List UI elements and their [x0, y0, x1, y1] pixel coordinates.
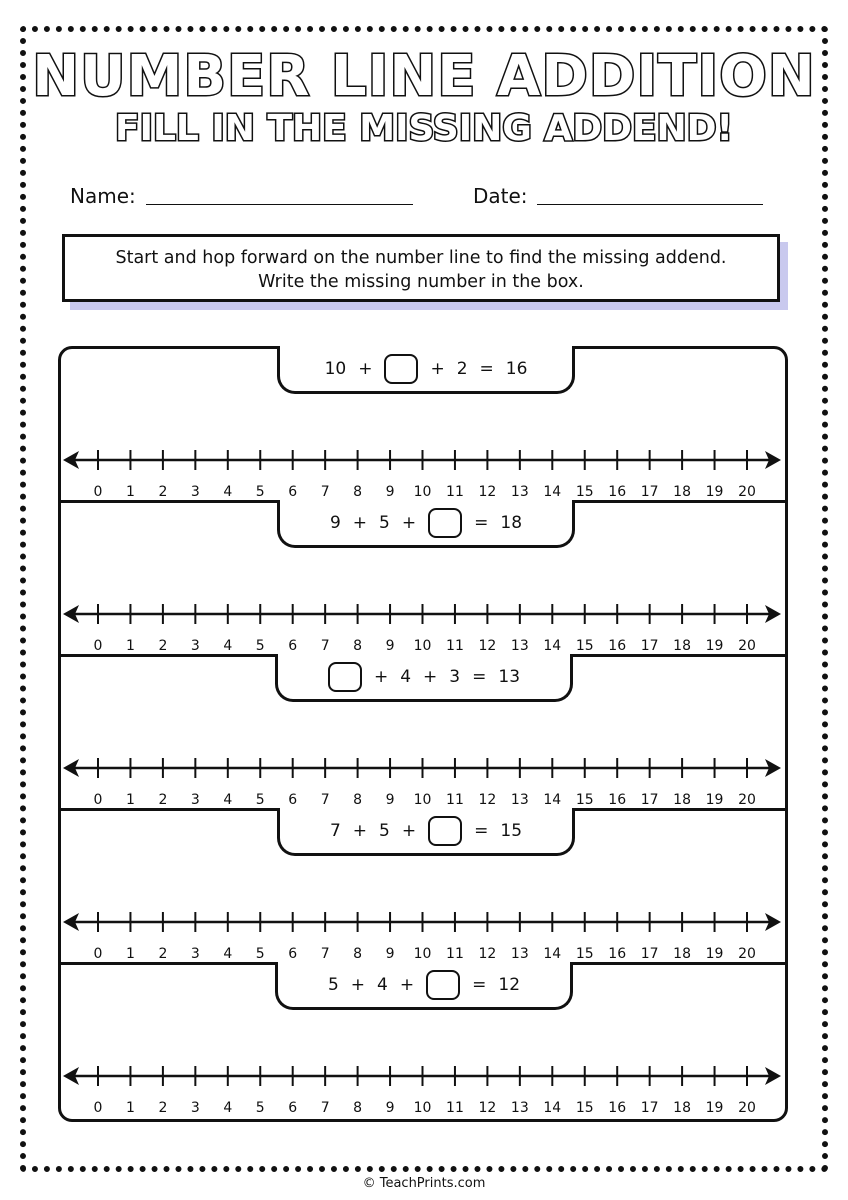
tick-label: 9 — [385, 946, 395, 959]
plus-sign: + — [373, 666, 389, 687]
equation-tab — [277, 808, 575, 856]
name-line[interactable] — [146, 204, 413, 205]
tick-label: 3 — [190, 484, 200, 497]
tick-label: 20 — [738, 484, 756, 497]
equation-number: 12 — [498, 974, 521, 995]
tick-label: 14 — [543, 1100, 562, 1113]
plus-sign: + — [423, 666, 438, 687]
tick-label: 1 — [125, 484, 135, 497]
equation-number: 13 — [498, 666, 521, 687]
tick-label: 8 — [353, 792, 363, 805]
equals-sign: = — [474, 512, 489, 533]
tick-label: 14 — [543, 946, 562, 959]
tick-label: 1 — [125, 638, 135, 651]
copyright-footer: © TeachPrints.com — [362, 1176, 486, 1191]
tick-label: 10 — [413, 1100, 432, 1113]
equation-number: 3 — [449, 666, 461, 687]
tick-label: 2 — [158, 792, 168, 805]
tick-label: 19 — [705, 792, 724, 805]
tick-label: 17 — [640, 638, 659, 651]
tick-label: 15 — [575, 638, 594, 651]
tick-label: 20 — [738, 1100, 756, 1113]
tick-label: 0 — [93, 638, 103, 651]
plus-sign: + — [358, 358, 373, 379]
tick-label: 5 — [255, 792, 265, 805]
number-line — [61, 591, 784, 651]
tick-label: 8 — [353, 638, 363, 651]
tick-label: 3 — [190, 638, 200, 651]
tick-label: 18 — [673, 792, 692, 805]
tick-label: 18 — [673, 638, 692, 651]
tick-label: 5 — [255, 1100, 265, 1113]
tick-label: 16 — [608, 792, 627, 805]
tick-label: 2 — [158, 946, 168, 959]
tick-label: 20 — [738, 792, 756, 805]
tick-label: 9 — [385, 1100, 395, 1113]
tick-label: 17 — [640, 484, 659, 497]
equation-number: 18 — [500, 512, 523, 533]
equation-number: 9 — [329, 512, 341, 533]
worksheet-subtitle: FILL IN THE MISSING ADDEND! — [115, 108, 733, 149]
equals-sign: = — [472, 666, 487, 687]
equation — [280, 346, 572, 391]
tick-label: 15 — [575, 792, 594, 805]
tick-label: 1 — [125, 1100, 135, 1113]
tick-label: 6 — [288, 946, 298, 959]
problems-panel — [58, 346, 788, 1122]
tick-label: 11 — [446, 1100, 464, 1113]
equation — [278, 962, 570, 1007]
tick-label: 1 — [125, 946, 135, 959]
tick-label: 14 — [543, 484, 562, 497]
equation-number: 4 — [400, 666, 412, 687]
tick-label: 11 — [446, 484, 464, 497]
tick-label: 7 — [320, 946, 330, 959]
equation-number: 5 — [327, 974, 339, 995]
equation-number: 4 — [377, 974, 388, 995]
tick-label: 1 — [125, 792, 135, 805]
plus-sign: + — [401, 512, 417, 533]
tick-label: 3 — [190, 792, 200, 805]
tick-label: 16 — [608, 638, 627, 651]
tick-label: 0 — [93, 1100, 103, 1113]
name-label: Name: — [70, 184, 136, 208]
tick-label: 4 — [223, 946, 233, 959]
answer-box[interactable] — [428, 508, 462, 538]
tick-label: 16 — [608, 946, 627, 959]
number-line — [61, 745, 784, 805]
tick-label: 8 — [353, 1100, 363, 1113]
tick-label: 19 — [705, 946, 724, 959]
tick-label: 20 — [738, 946, 756, 959]
tick-label: 3 — [190, 1100, 200, 1113]
tick-label: 3 — [190, 946, 200, 959]
tick-label: 10 — [413, 638, 432, 651]
instructions-line-2: Write the missing number in the box. — [258, 272, 584, 292]
number-line — [61, 1053, 784, 1113]
equation-number: 2 — [456, 358, 468, 379]
plus-sign: + — [352, 820, 368, 841]
tick-label: 10 — [413, 484, 432, 497]
tick-label: 16 — [608, 484, 627, 497]
instructions-box — [62, 234, 780, 302]
tick-label: 13 — [510, 1100, 529, 1113]
equals-sign: = — [479, 358, 494, 379]
plus-sign: + — [352, 512, 368, 533]
tick-label: 7 — [320, 638, 330, 651]
tick-label: 14 — [543, 792, 562, 805]
tick-label: 14 — [543, 638, 562, 651]
tick-label: 9 — [385, 792, 395, 805]
instructions-line-1: Start and hop forward on the number line to find the missing addend. — [115, 248, 727, 268]
tick-label: 13 — [510, 484, 529, 497]
tick-label: 9 — [385, 638, 395, 651]
tick-label: 8 — [353, 946, 363, 959]
tick-label: 16 — [608, 1100, 627, 1113]
equation-tab — [275, 962, 573, 1010]
tick-label: 19 — [705, 638, 724, 651]
tick-label: 11 — [446, 946, 464, 959]
plus-sign: + — [399, 974, 415, 995]
equation-number: 15 — [500, 820, 523, 841]
tick-label: 6 — [288, 484, 298, 497]
worksheet-title: NUMBER LINE ADDITION — [32, 44, 816, 109]
equation-tab — [277, 346, 575, 394]
tick-label: 2 — [158, 638, 168, 651]
tick-label: 17 — [640, 946, 659, 959]
tick-label: 15 — [575, 484, 594, 497]
tick-label: 17 — [640, 1100, 659, 1113]
tick-label: 2 — [158, 484, 168, 497]
plus-sign: + — [430, 358, 445, 379]
equation — [280, 500, 572, 545]
equation-number: 10 — [324, 358, 347, 379]
equation-number: 7 — [329, 820, 341, 841]
tick-label: 4 — [223, 792, 233, 805]
equals-sign: = — [474, 820, 489, 841]
equation-number: 5 — [379, 512, 390, 533]
equation-number: 5 — [379, 820, 390, 841]
tick-label: 7 — [320, 1100, 330, 1113]
tick-label: 19 — [705, 1100, 724, 1113]
tick-label: 11 — [446, 638, 464, 651]
tick-label: 18 — [673, 1100, 692, 1113]
tick-label: 0 — [93, 484, 103, 497]
number-line — [61, 437, 784, 497]
tick-label: 5 — [255, 484, 265, 497]
tick-label: 10 — [413, 792, 432, 805]
tick-label: 18 — [673, 946, 692, 959]
tick-label: 12 — [478, 638, 497, 651]
tick-label: 5 — [255, 638, 265, 651]
plus-sign: + — [401, 820, 417, 841]
tick-label: 2 — [158, 1100, 168, 1113]
tick-label: 7 — [320, 484, 330, 497]
answer-box[interactable] — [328, 662, 362, 692]
equation — [280, 808, 572, 853]
tick-label: 6 — [288, 1100, 298, 1113]
tick-label: 6 — [288, 638, 298, 651]
equation-number: 16 — [505, 358, 528, 379]
tick-label: 9 — [385, 484, 395, 497]
answer-box[interactable] — [428, 816, 462, 846]
date-line[interactable] — [537, 204, 763, 205]
equation-tab — [275, 654, 573, 702]
tick-label: 11 — [446, 792, 464, 805]
date-label: Date: — [473, 184, 528, 208]
tick-label: 15 — [575, 1100, 594, 1113]
tick-label: 10 — [413, 946, 432, 959]
tick-label: 12 — [478, 484, 497, 497]
answer-box[interactable] — [384, 354, 418, 384]
tick-label: 12 — [478, 792, 497, 805]
tick-label: 0 — [93, 946, 103, 959]
equation — [278, 654, 570, 699]
tick-label: 7 — [320, 792, 330, 805]
equation-tab — [277, 500, 575, 548]
tick-label: 8 — [353, 484, 363, 497]
tick-label: 19 — [705, 484, 724, 497]
tick-label: 4 — [223, 1100, 233, 1113]
tick-label: 13 — [510, 946, 529, 959]
tick-label: 4 — [223, 638, 233, 651]
tick-label: 20 — [738, 638, 756, 651]
tick-label: 6 — [288, 792, 298, 805]
tick-label: 13 — [510, 638, 529, 651]
plus-sign: + — [350, 974, 366, 995]
tick-label: 0 — [93, 792, 103, 805]
tick-label: 12 — [478, 1100, 497, 1113]
tick-label: 12 — [478, 946, 497, 959]
tick-label: 4 — [223, 484, 233, 497]
tick-label: 17 — [640, 792, 659, 805]
equals-sign: = — [472, 974, 487, 995]
answer-box[interactable] — [426, 970, 460, 1000]
tick-label: 5 — [255, 946, 265, 959]
tick-label: 18 — [673, 484, 692, 497]
number-line — [61, 899, 784, 959]
tick-label: 15 — [575, 946, 594, 959]
tick-label: 13 — [510, 792, 529, 805]
